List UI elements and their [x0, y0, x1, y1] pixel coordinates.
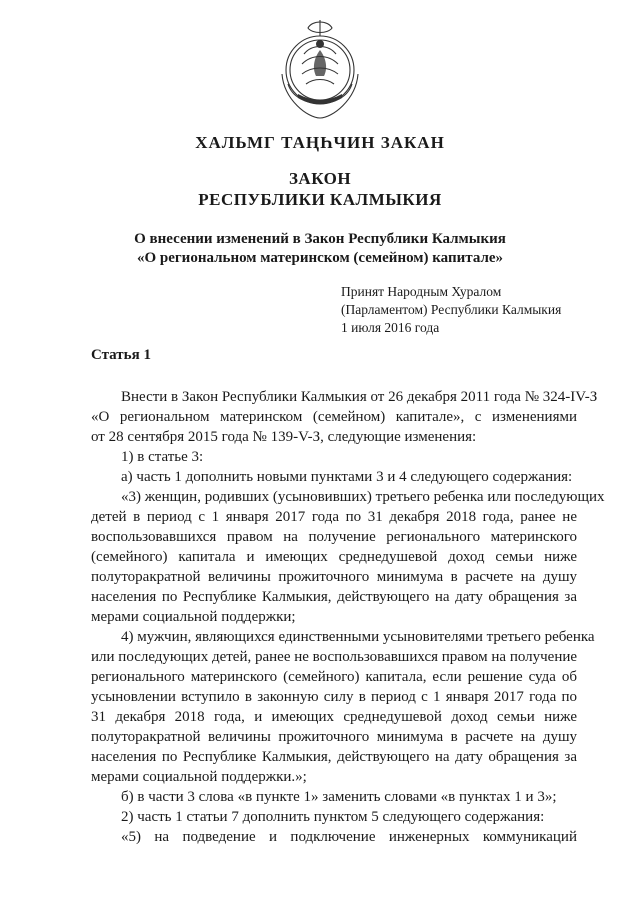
body-line: (семейного) капитала и имеющих среднедушевой доход семьи ниже: [91, 549, 577, 565]
body-line: «О региональном материнском (семейном) капитале», с изменениями: [91, 409, 577, 425]
body-line: населения по Республике Калмыкия, действующего на дату обращения за: [91, 749, 577, 765]
law-heading: ЗАКОН: [288, 169, 352, 188]
republic-heading: РЕСПУБЛИКИ КАЛМЫКИЯ: [198, 190, 442, 209]
adoption-date: 1 июля 2016 года: [341, 320, 440, 335]
kalmykia-emblem-icon: [268, 14, 372, 124]
body-line: 2) часть 1 статьи 7 дополнить пунктом 5 следующего содержания:: [121, 809, 545, 825]
body-line: полуторакратной величины прожиточного минимума в расчете на душу: [91, 729, 577, 745]
body-line: мерами социальной поддержки;: [91, 609, 296, 625]
adoption-note: [341, 283, 561, 337]
body-line: усыновлении вступило в законную силу в период с 1 января 2017 года по: [91, 689, 577, 705]
law-name-line-2: «О региональном материнском (семейном) капитале»: [136, 250, 504, 266]
body-line: регионального материнского (семейного) капитала, если решение суда об: [91, 669, 577, 685]
body-line: полуторакратной величины прожиточного минимума в расчете на душу: [91, 569, 577, 585]
body-line: 4) мужчин, являющихся единственными усыновителями третьего ребенка: [121, 629, 595, 645]
body-line: «3) женщин, родивших (усыновивших) третьего ребенка или последующих: [121, 489, 605, 505]
body-line: б) в части 3 слова «в пункте 1» заменить словами «в пунктах 1 и 3»;: [121, 789, 557, 805]
body-line: мерами социальной поддержки.»;: [91, 769, 307, 785]
body-line: населения по Республике Калмыкия, действующего на дату обращения за: [91, 589, 577, 605]
body-line: 1) в статье 3:: [121, 449, 204, 465]
body-line: а) часть 1 дополнить новыми пунктами 3 и 4 следующего содержания:: [121, 469, 573, 485]
body-line: «5) на подведение и подключение инженерных коммуникаций: [121, 829, 577, 845]
kalmyk-law-title: ХАЛЬМГ ТАҢҺЧИН ЗАКАН: [195, 133, 445, 152]
body-line: или последующих детей, ранее не воспользовавшихся правом на получение: [91, 649, 578, 665]
body-line: 31 декабря 2018 года, и имеющих среднедушевой доход семьи ниже: [91, 709, 577, 725]
body-line: детей в период с 1 января 2017 года по 31 декабря 2018 года, ранее не: [91, 509, 577, 525]
body-line: от 28 сентября 2015 года № 139-V-З, следующие изменения:: [91, 429, 477, 445]
law-name-line-1: О внесении изменений в Закон Республики Калмыкия: [134, 231, 506, 247]
adoption-line: (Парламентом) Республики Калмыкия: [341, 302, 562, 317]
article-heading: Статья 1: [91, 347, 151, 363]
adoption-line: Принят Народным Хуралом: [341, 284, 502, 299]
body-line: воспользовавшихся правом на получение регионального материнского: [91, 529, 577, 545]
body-line: Внести в Закон Республики Калмыкия от 26 декабря 2011 года № 324-IV-З: [121, 389, 598, 405]
